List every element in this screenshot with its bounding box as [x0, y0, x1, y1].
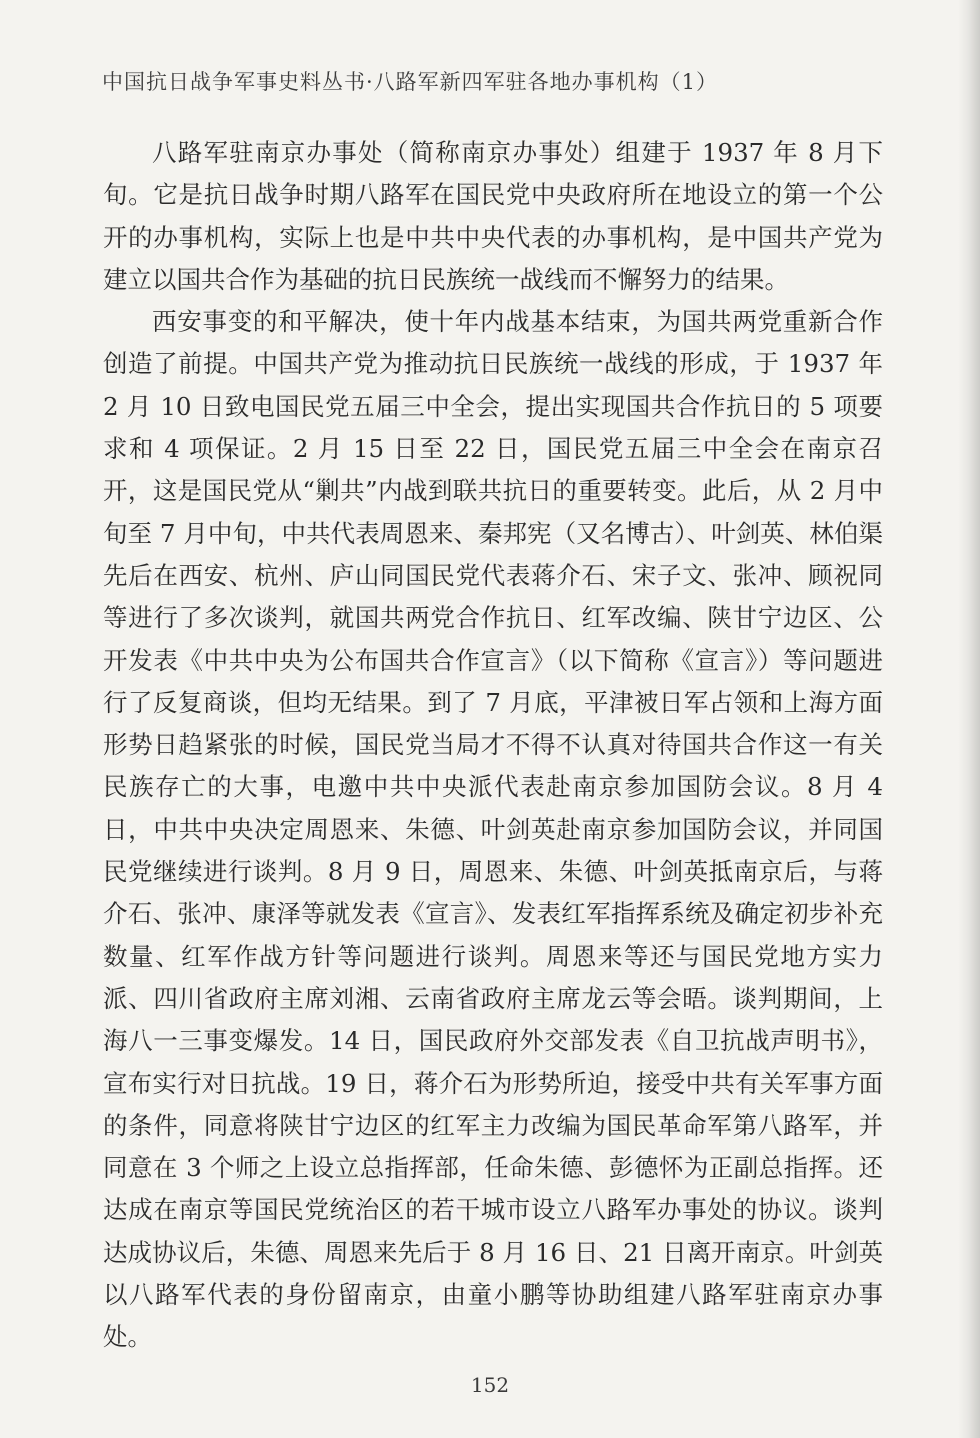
page-number: 152 — [470, 1373, 510, 1397]
paragraph: 八路军驻南京办事处（简称南京办事处）组建于 1937 年 8 月下旬。它是抗日战争时期八路军在国民党中央政府所在地设立的第一个公开的办事机构，实际上也是中共中央代表的办事机构，是中国共产党为建立以国共合作为基础的抗日民族统一战线而不懈努力的结果。 — [103, 138, 883, 294]
book-spine-shadow — [958, 0, 980, 1438]
paragraph: 西安事变的和平解决，使十年内战基本结束，为国共两党重新合作创造了前提。中国共产党为推动抗日民族统一战线的形成，于 1937 年 2 月 10 日致电国民党五届三中全会，提出实现国共合作抗日的 5 项要求和 4 项保证。2 月 15 日至 22 日，国民党五届三中全会在南京召开，这是国民党从“剿共”内战到联共抗日的重要转变。此后，从 2 月中旬至 7 月中旬，中共代表周恩来、秦邦宪（又名博古）、叶剑英、林伯渠先后在西安、杭州、庐山同国民党代表蒋介石、宋子文、张冲、顾祝同等进行了多次谈判，就国共两党合作抗日、红军改编、陕甘宁边区、公开发表《中共中央为公布国共合作宣言》（以下简称《宣言》）等问题进行了反复商谈，但均无结果。到了 7 月底，平津被日军占领和上海方面形势日趋紧张的时候，国民党当局才不得不认真对待国共合作这一有关民族存亡的大事，电邀中共中央派代表赴南京参加国防会议。8 月 4 日，中共中央决定周恩来、朱德、叶剑英赴南京参加国防会议，并同国民党继续进行谈判。8 月 9 日，周恩来、朱德、叶剑英抵南京后，与蒋介石、张冲、康泽等就发表《宣言》、发表红军指挥系统及确定初步补充数量、红军作战方针等问题进行谈判。周恩来等还与国民党地方实力派、四川省政府主席刘湘、云南省政府主席龙云等会晤。谈判期间，上海八一三事变爆发。14 日，国民政府外交部发表《自卫抗战声明书》，宣布实行对日抗战。19 日，蒋介石为形势所迫，接受中共有关军事方面的条件，同意将陕甘宁边区的红军主力改编为国民革命军第八路军，并同意在 3 个师之上设立总指挥部，任命朱德、彭德怀为正副总指挥。还达成在南京等国民党统治区的若干城市设立八路军办事处的协议。谈判达成协议后，朱德、周恩来先后于 8 月 16 日、21 日离开南京。叶剑英以八路军代表的身份留南京，由童小鹏等协助组建八路军驻南京办事处。 — [103, 307, 883, 1352]
running-header: 中国抗日战争军事史料丛书·八路军新四军驻各地办事机构（1） — [102, 70, 719, 94]
body-text — [103, 132, 883, 1359]
